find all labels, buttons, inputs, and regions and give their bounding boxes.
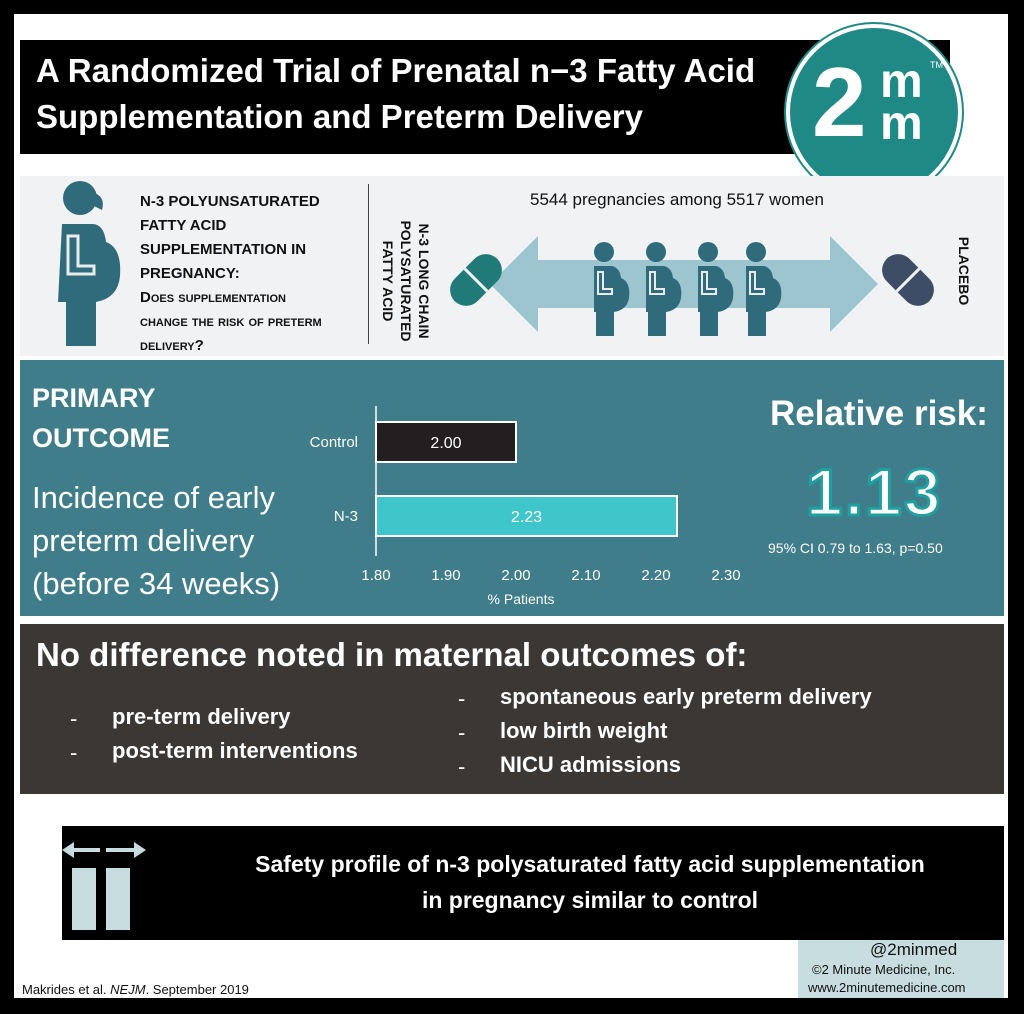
- equal-comparison-icon: [60, 836, 152, 934]
- page-title: [36, 48, 796, 140]
- safety-line-1: Safety profile of n-3 polysaturated fatty acid supplementation: [255, 851, 925, 877]
- confidence-interval: 95% CI 0.79 to 1.63, p=0.50: [768, 540, 943, 556]
- citation-authors: Makrides et al.: [22, 982, 107, 997]
- bullet-dash: -: [70, 740, 78, 765]
- chart-tick-label: 2.30: [711, 567, 741, 584]
- logo-m-bottom: m: [880, 97, 923, 150]
- website-link[interactable]: www.2minutemedicine.com: [808, 980, 966, 995]
- participant-icon: [698, 242, 733, 336]
- question-line-4: PREGNANCY:: [140, 265, 240, 282]
- chart-tick-label: 2.20: [641, 567, 671, 584]
- treatment-arm-label: [379, 201, 433, 361]
- citation-date: . September 2019: [145, 982, 249, 997]
- pregnant-woman-icon: [44, 178, 124, 350]
- chart-value-label: 2.23: [510, 509, 543, 526]
- chart-tick-label: 1.90: [431, 567, 461, 584]
- relative-risk-value: 1.13: [806, 455, 943, 529]
- logo-two: 2: [812, 47, 867, 157]
- outcome-desc-line-2: preterm delivery: [32, 523, 255, 558]
- safety-conclusion: [170, 846, 1010, 918]
- relative-risk-label: Relative risk:: [770, 394, 988, 433]
- primary-outcome-description: [32, 476, 322, 605]
- vertical-divider: [368, 184, 369, 344]
- social-handle[interactable]: @2minmed: [870, 940, 958, 959]
- safety-line-2: in pregnancy similar to control: [421, 887, 759, 913]
- outcome-bar-chart: [290, 396, 750, 612]
- chart-tick-label: 2.00: [501, 567, 531, 584]
- bullet-dash: -: [458, 686, 466, 711]
- question-line-6: change the risk of preterm: [140, 313, 322, 330]
- outcome-desc-line-1: Incidence of early: [32, 480, 275, 515]
- treatment-line-3: FATTY ACID: [380, 240, 396, 322]
- double-arrow-icon: [490, 236, 878, 332]
- participant-icon: [594, 242, 629, 336]
- randomization-diagram: [440, 228, 980, 344]
- primary-outcome-heading: [32, 378, 170, 458]
- title-line-1: A Randomized Trial of Prenatal n−3 Fatty Acid: [36, 52, 756, 89]
- question-line-5: Does supplementation: [140, 289, 286, 306]
- outcome-item: spontaneous early preterm delivery: [500, 684, 872, 709]
- outcome-item: NICU admissions: [500, 752, 681, 777]
- logo-m-top: m: [880, 55, 923, 108]
- chart-value-label: 2.00: [430, 435, 462, 452]
- primary-outcome-line-1: PRIMARY: [32, 383, 156, 413]
- bullet-dash: -: [458, 754, 466, 779]
- question-line-2: FATTY ACID: [140, 217, 227, 234]
- chart-category-label: Control: [309, 434, 358, 451]
- no-difference-heading: No difference noted in maternal outcomes of:: [36, 636, 748, 673]
- citation-journal: NEJM: [110, 982, 146, 997]
- outcome-item: post-term interventions: [112, 738, 358, 763]
- question-line-3: SUPPLEMENTATION IN: [140, 241, 307, 258]
- question-line-7: delivery?: [140, 337, 204, 354]
- placebo-pill-icon: [875, 247, 940, 312]
- placebo-arm-label: PLACEBO: [956, 236, 972, 306]
- logo-trademark: TM: [930, 60, 943, 70]
- enrollment-count: 5544 pregnancies among 5517 women: [530, 190, 824, 209]
- bullet-dash: -: [458, 720, 466, 745]
- treatment-line-1: N-3 LONG CHAIN: [416, 223, 432, 339]
- chart-x-axis-label: % Patients: [487, 591, 555, 607]
- chart-tick-label: 2.10: [571, 567, 601, 584]
- question-line-1: N-3 POLYUNSATURATED: [140, 193, 320, 210]
- outcome-item: low birth weight: [500, 718, 668, 743]
- chart-tick-label: 1.80: [361, 567, 391, 584]
- participant-icon: [646, 242, 681, 336]
- treatment-line-2: POLYSATURATED: [398, 220, 414, 342]
- participant-icon: [746, 242, 781, 336]
- outcome-desc-line-3: (before 34 weeks): [32, 566, 281, 601]
- chart-category-label: N-3: [333, 508, 358, 525]
- study-question: [140, 190, 370, 358]
- citation: [22, 982, 249, 997]
- bullet-dash: -: [70, 706, 78, 731]
- outcome-item: pre-term delivery: [112, 704, 291, 729]
- primary-outcome-line-2: OUTCOME: [32, 423, 170, 453]
- copyright-text: ©2 Minute Medicine, Inc.: [812, 962, 956, 977]
- title-line-2: Supplementation and Preterm Delivery: [36, 98, 644, 135]
